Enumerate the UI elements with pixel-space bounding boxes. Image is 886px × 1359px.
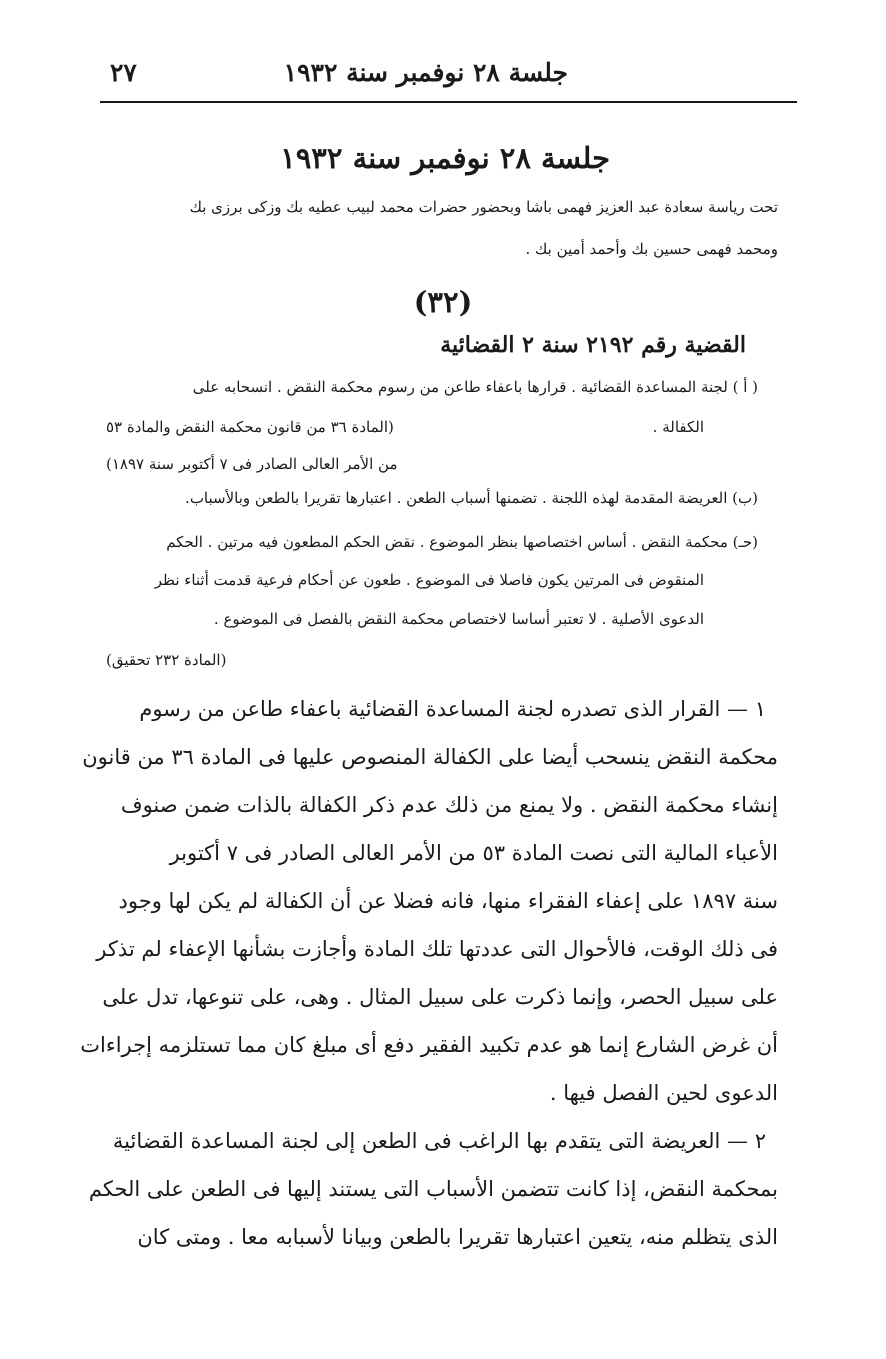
presidency-line-2: ومحمد فهمى حسين بك وأحمد أمين بك . — [525, 240, 778, 258]
para1-line-8: أن غرض الشارع إنما هو عدم تكبيد الفقير دفع أى مبلغ كان مما تستلزمه إجراءات — [80, 1033, 778, 1057]
session-title: جلسة ٢٨ نوفمبر سنة ١٩٣٢ — [280, 141, 610, 175]
para2-line-2: بمحكمة النقض، إذا كانت تتضمن الأسباب التى يستند إليها فى الطعن على الحكم — [88, 1177, 778, 1201]
para1-line-5: سنة ١٨٩٧ على إعفاء الفقراء منها، فانه فضلا عن أن الكفالة لم يكن لها وجود — [118, 889, 778, 913]
para1-line-3: إنشاء محكمة النقض . ولا يمنع من ذلك عدم ذكر الكفالة بالذات ضمن صنوف — [120, 793, 778, 817]
headnote-c-line-3: الدعوى الأصلية . لا تعتبر أساسا لاختصاص محكمة النقض بالفصل فى الموضوع . — [213, 610, 704, 628]
para1-line-4: الأعباء المالية التى نصت المادة ٥٣ من الأمر العالى الصادر فى ٧ أكتوبر — [169, 841, 778, 865]
headnote-c-line-1: (حـ) محكمة النقض . أساس اختصاصها بنظر الموضوع . نقض الحكم المطعون فيه مرتين . الحكم — [166, 533, 758, 551]
para2-line-1: ٢ — العريضة التى يتقدم بها الراغب فى الطعن إلى لجنة المساعدة القضائية — [112, 1129, 766, 1153]
header-rule — [100, 101, 797, 103]
page-number: ٢٧ — [110, 58, 137, 87]
para1-line-2: محكمة النقض ينسحب أيضا على الكفالة المنصوص عليها فى المادة ٣٦ من قانون — [82, 745, 778, 769]
headnote-ref: (المادة ٢٣٢ تحقيق) — [106, 651, 227, 669]
presidency-line-1: تحت رياسة سعادة عبد العزيز فهمى باشا وبحضور حضرات محمد لبيب عطيه بك وزكى برزى بك — [189, 198, 778, 216]
headnote-a-ref-1: (المادة ٣٦ من قانون محكمة النقض والمادة ٥٣ — [106, 418, 394, 436]
headnote-a-ref-2: من الأمر العالى الصادر فى ٧ أكتوبر سنة ١٨٩٧) — [106, 455, 398, 473]
para2-line-3: الذى يتظلم منه، يتعين اعتبارها تقريرا بالطعن وبيانا لأسبابه معا . ومتى كان — [137, 1225, 778, 1249]
para1-line-1: ١ — القرار الذى تصدره لجنة المساعدة القضائية باعفاء طاعن من رسوم — [139, 697, 766, 721]
headnote-c-line-2: المنقوض فى المرتين يكون فاصلا فى الموضوع . طعون عن أحكام فرعية قدمت أثناء نظر — [154, 571, 704, 589]
para1-line-9: الدعوى لحين الفصل فيها . — [549, 1081, 778, 1105]
case-number: (٣٢) — [413, 285, 473, 319]
headnote-a-line-2: الكفالة . — [652, 418, 704, 436]
para1-line-6: فى ذلك الوقت، فالأحوال التى عددتها تلك المادة وأجازت بشأنها الإعفاء لم تذكر — [96, 937, 778, 961]
case-id: القضية رقم ٢١٩٢ سنة ٢ القضائية — [440, 332, 746, 358]
headnote-a-line-1: ( أ ) لجنة المساعدة القضائية . قرارها باعفاء طاعن من رسوم محكمة النقض . انسحابه على — [192, 378, 758, 396]
running-header-title: جلسة ٢٨ نوفمبر سنة ١٩٣٢ — [283, 58, 568, 87]
para1-line-7: على سبيل الحصر، وإنما ذكرت على سبيل المثال . وهى، على تنوعها، تدل على — [102, 985, 778, 1009]
headnote-b: (ب) العريضة المقدمة لهذه اللجنة . تضمنها أسباب الطعن . اعتبارها تقريرا بالطعن وبالأسباب. — [185, 489, 758, 507]
